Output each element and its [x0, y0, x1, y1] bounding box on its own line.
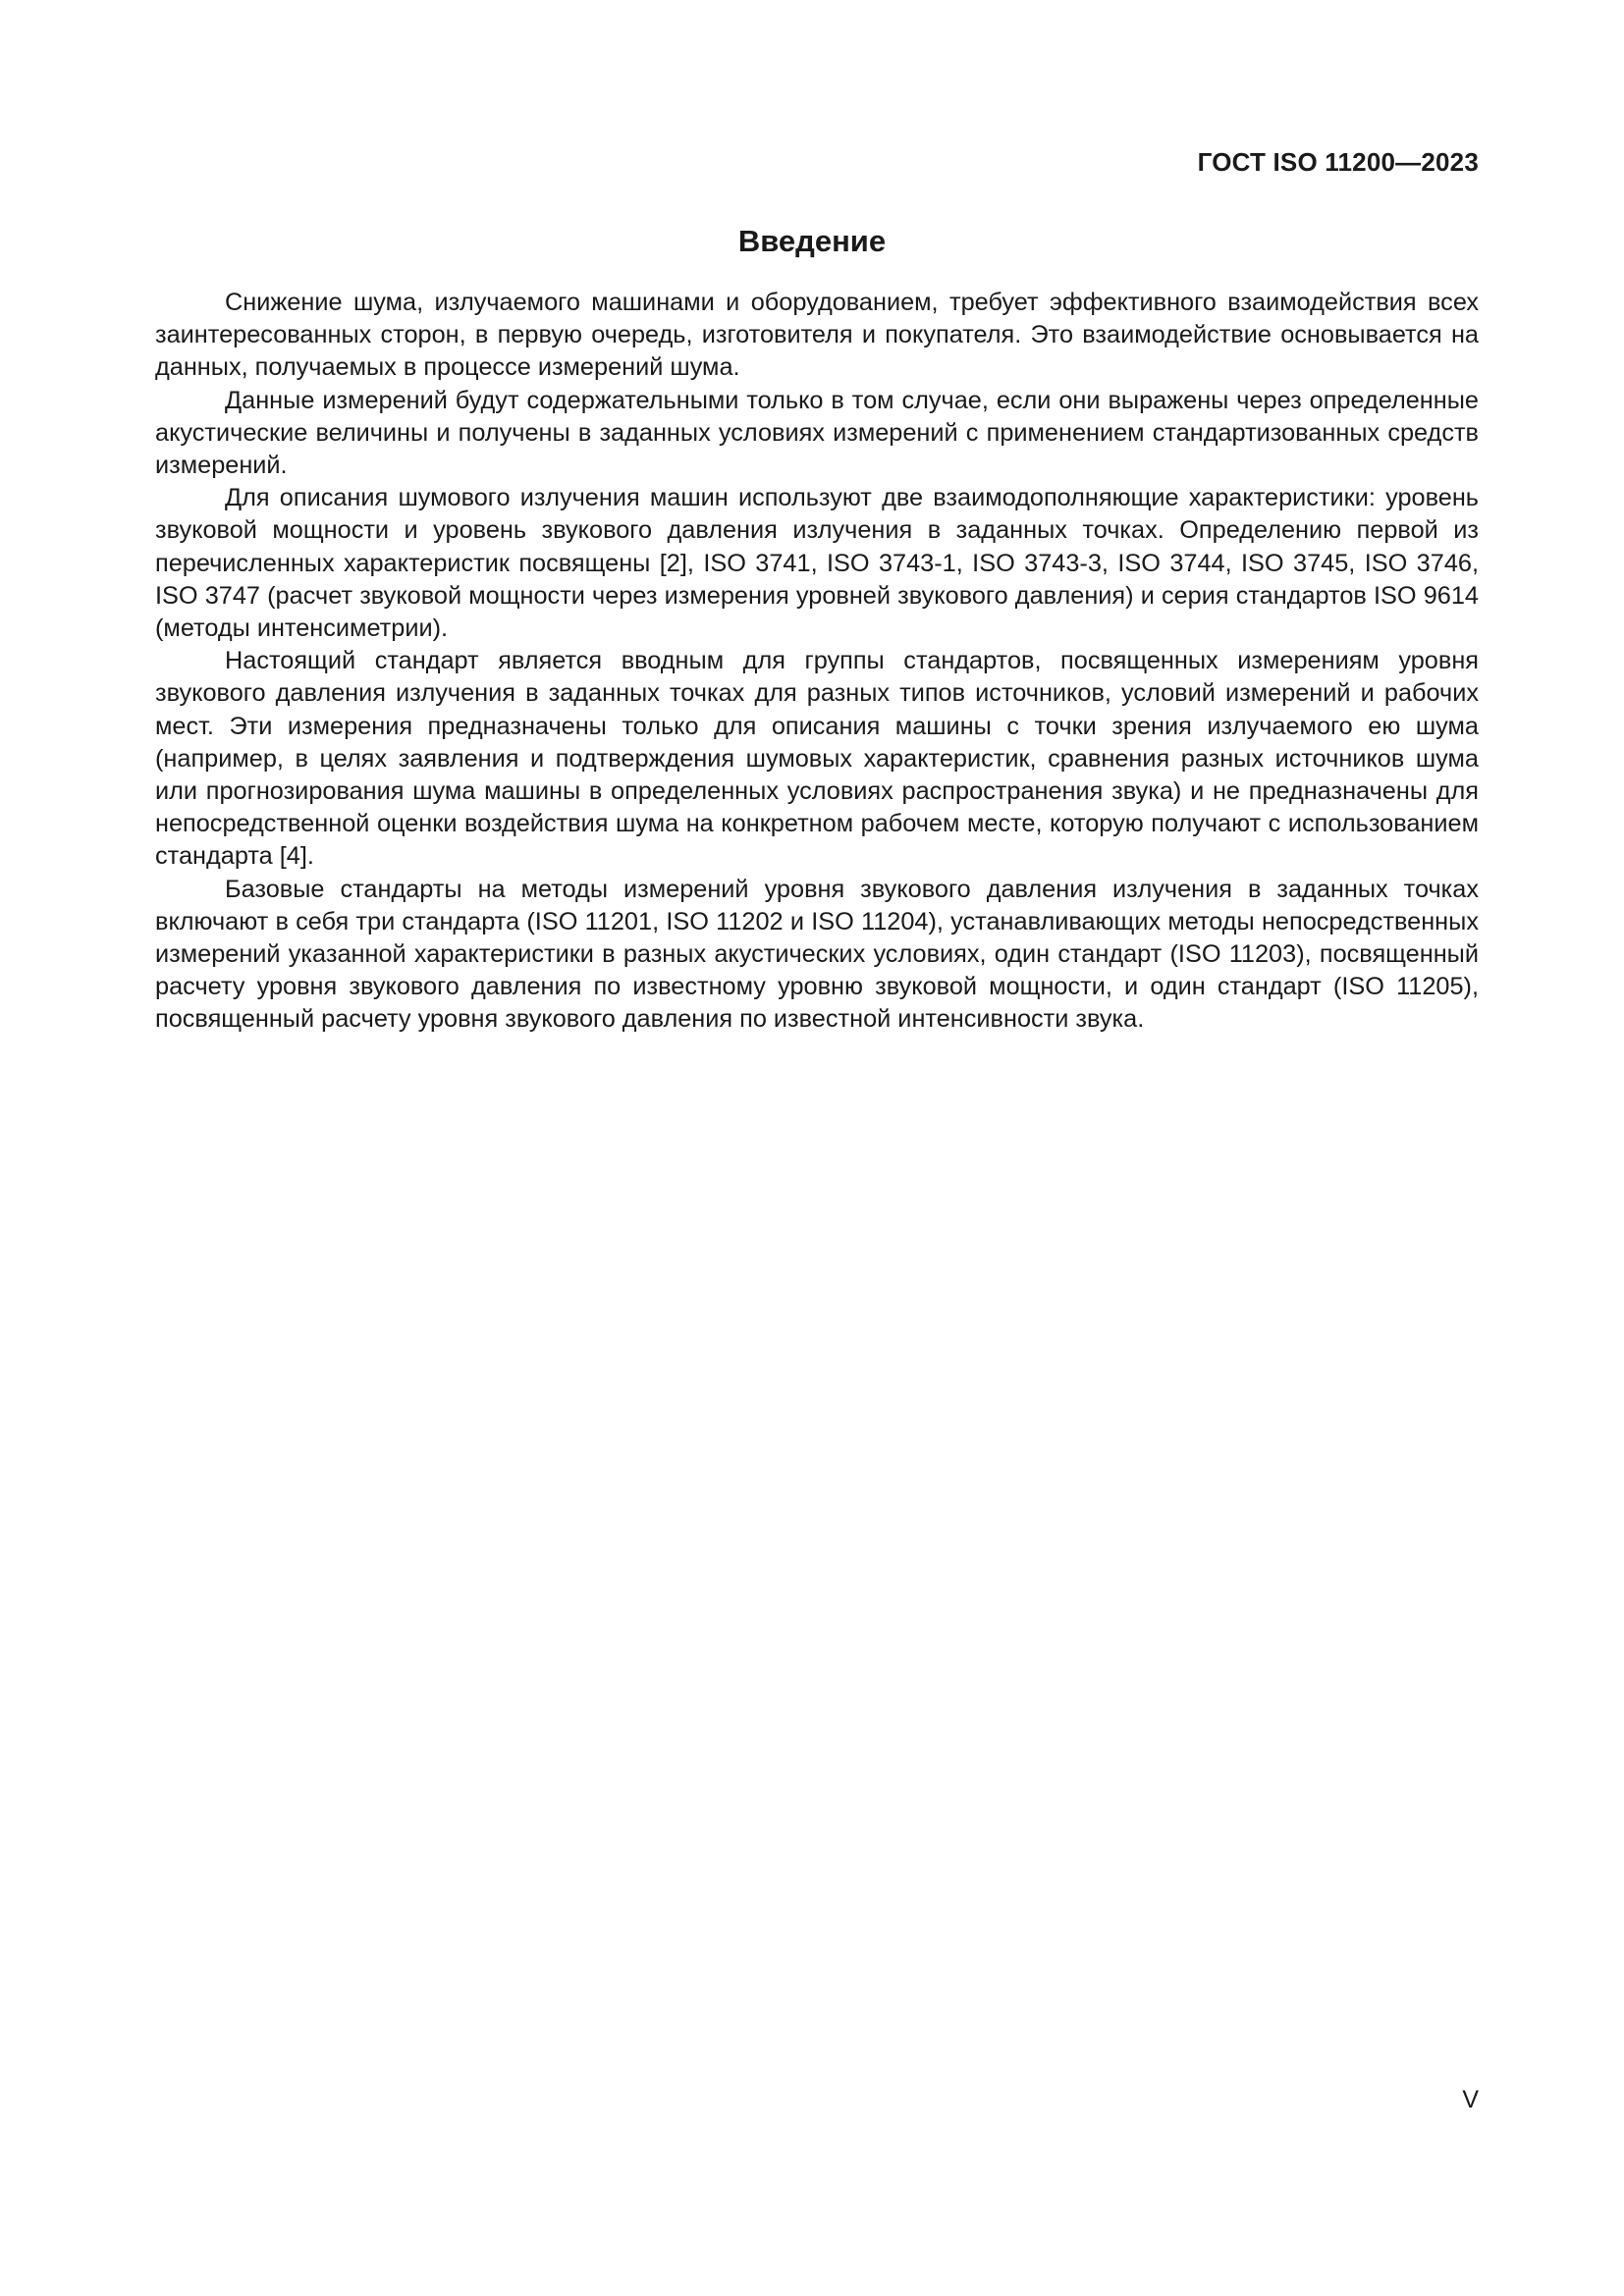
paragraph: Базовые стандарты на методы измерений уровня звукового давления излучения в заданных точках включают в себя три стандарта (ISO 11201, ISO 11202 и ISO 11204), устанавливающих методы непосредственных измерений указанной характеристики в разных акустических условиях, один стандарт (ISO 11203), посвященный расчету уровня звукового давления по известному уровню звуковой мощности, и один стандарт (ISO 11205), посвященный расчету уровня звукового давления по известной интенсивности звука.: [155, 875, 1479, 1034]
section-title: Введение: [737, 224, 887, 258]
page-number: V: [1462, 2086, 1479, 2113]
paragraph: Для описания шумового излучения машин используют две взаимодополняющие характеристики: уровень звуковой мощности и уровень звукового давления излучения в заданных точках. Определению первой из перечисленных характеристик посвящены [2], ISO 3741, ISO 3743-1, ISO 3743-3, ISO 3744, ISO 3745, ISO 3746, ISO 3747 (расчет звуковой мощности через измерения уровней звукового давления) и серия стандартов ISO 9614 (методы интенсиметрии).: [155, 484, 1479, 643]
paragraph: Настоящий стандарт является вводным для группы стандартов, посвященных измерениям уровня звукового давления излучения в заданных точках для разных типов источников, условий измерений и рабочих мест. Эти измерения предназначены только для описания машины с точки зрения излучаемого ею шума (например, в целях заявления и подтверждения шумовых характеристик, сравнения разных источников шума или прогнозирования шума машины в определенных условиях распространения звука) и не предназначены для непосредственной оценки воздействия шума на конкретном рабочем месте, которую получают с использованием стандарта [4].: [155, 647, 1479, 871]
paragraph: Данные измерений будут содержательными только в том случае, если они выражены через определенные акустические величины и получены в заданных условиях измерений с применением стандартизованных средств измерений.: [155, 386, 1479, 480]
document-header-standard-id: ГОСТ ISO 11200—2023: [1197, 147, 1479, 177]
document-body: [155, 287, 1479, 1037]
paragraph: Снижение шума, излучаемого машинами и оборудованием, требует эффективного взаимодействия всех заинтересованных сторон, в первую очередь, изготовителя и покупателя. Это взаимодействие основывается на данных, получаемых в процессе измерений шума.: [155, 289, 1479, 382]
